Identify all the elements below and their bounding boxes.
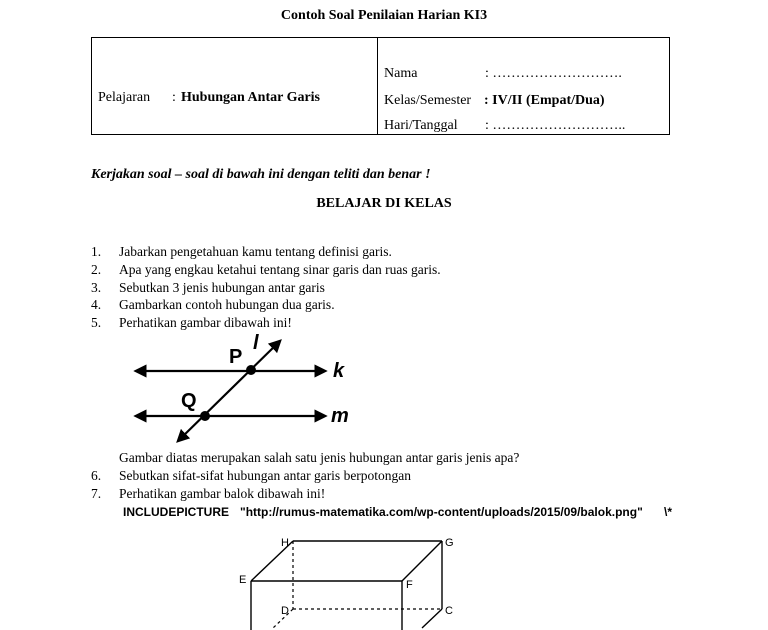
kelas-label: Kelas/Semester <box>384 93 472 108</box>
table-divider <box>377 38 378 134</box>
question-text: Perhatikan gambar dibawah ini! <box>119 315 292 330</box>
question-number: 3. <box>91 280 102 295</box>
label-m: m <box>331 405 349 427</box>
label-c: C <box>445 605 453 617</box>
question5-followup: Gambar diatas merupakan salah satu jenis hubungan antar garis jenis apa? <box>119 450 520 465</box>
point-q <box>200 411 210 421</box>
include-keyword: INCLUDEPICTURE <box>123 505 230 519</box>
question-number: 4. <box>91 297 102 312</box>
question-number: 5. <box>91 315 102 330</box>
question-text: Sebutkan sifat-sifat hubungan antar garis berpotongan <box>119 468 412 483</box>
pelajaran-value: Hubungan Antar Garis <box>181 90 321 105</box>
pelajaran-separator: : <box>172 90 176 105</box>
question-text: Perhatikan gambar balok dibawah ini! <box>119 486 326 501</box>
include-switch: \* <box>664 505 673 519</box>
point-p <box>246 365 256 375</box>
question-text: Jabarkan pengetahuan kamu tentang definisi garis. <box>119 244 392 259</box>
label-e: E <box>239 574 247 586</box>
question-number: 2. <box>91 262 102 277</box>
header-table <box>91 37 670 135</box>
question-text: Gambarkan contoh hubungan dua garis. <box>119 297 335 312</box>
section-title: BELAJAR DI KELAS <box>316 196 452 211</box>
question-number: 6. <box>91 468 102 483</box>
instruction-text: Kerjakan soal – soal di bawah ini dengan teliti dan benar ! <box>91 167 431 182</box>
label-h: H <box>281 537 289 549</box>
label-q: Q <box>181 390 197 412</box>
question-text: Sebutkan 3 jenis hubungan antar garis <box>119 280 325 295</box>
question-number: 1. <box>91 244 102 259</box>
label-f: F <box>406 579 413 591</box>
hari-value: : ……………………….. <box>485 118 626 133</box>
label-d: D <box>281 605 289 617</box>
pelajaran-label: Pelajaran <box>98 90 151 105</box>
question-number: 7. <box>91 486 102 501</box>
nama-value: : ………………………. <box>485 66 622 81</box>
nama-label: Nama <box>384 66 418 81</box>
lines-figure <box>130 333 360 448</box>
hari-label: Hari/Tanggal <box>384 118 458 133</box>
page-title: Contoh Soal Penilaian Harian KI3 <box>280 8 488 23</box>
edge-fg <box>402 541 442 581</box>
label-l: l <box>253 333 259 354</box>
label-p: P <box>229 346 243 368</box>
edge-cb <box>422 609 442 628</box>
question-text: Apa yang engkau ketahui tentang sinar garis dan ruas garis. <box>119 262 441 277</box>
kelas-value: : IV/II (Empat/Dua) <box>484 93 605 108</box>
label-k: k <box>333 360 345 382</box>
include-path: "http://rumus-matematika.com/wp-content/uploads/2015/09/balok.png" <box>240 505 643 519</box>
box-figure <box>232 530 462 630</box>
label-g: G <box>445 537 454 549</box>
